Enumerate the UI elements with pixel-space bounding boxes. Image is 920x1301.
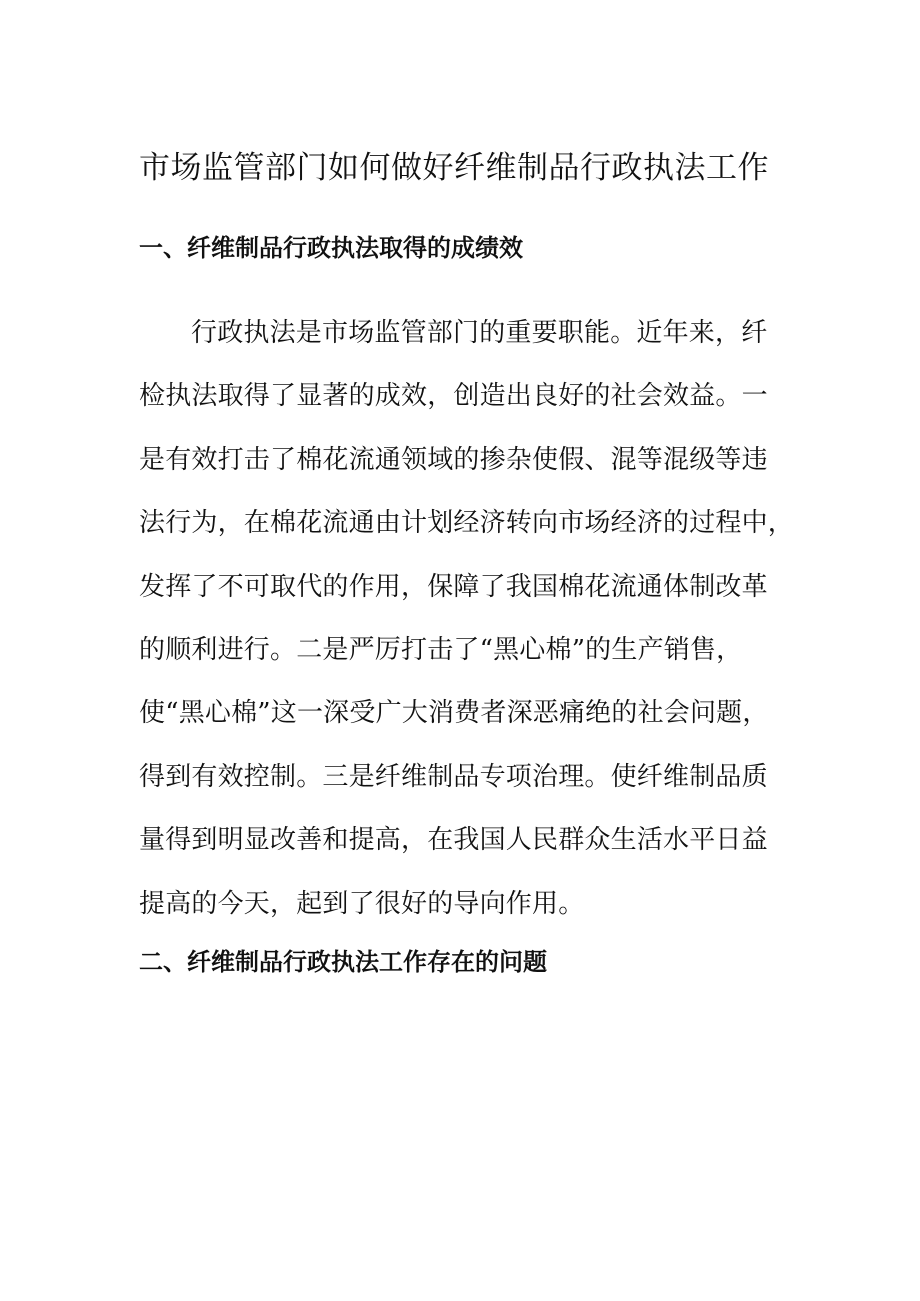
document-title: 市场监管部门如何做好纤维制品行政执法工作 [139,150,769,186]
paragraph-line: 提高的今天，起到了很好的导向作用。 [139,888,585,919]
paragraph-line: 量得到明显改善和提高，在我国人民群众生活水平日益 [139,825,768,856]
paragraph-line: 检执法取得了显著的成效，创造出良好的社会效益。一 [139,381,768,412]
section-heading-2: 二、纤维制品行政执法工作存在的问题 [139,948,547,976]
paragraph-line: 的顺利进行。二是严厉打击了“黑心棉”的生产销售， [139,634,743,665]
section-heading-1: 一、纤维制品行政执法取得的成绩效 [139,234,523,262]
paragraph-line: 法行为，在棉花流通由计划经济转向市场经济的过程中， [139,508,795,539]
paragraph-line: 行政执法是市场监管部门的重要职能。近年来，纤 [191,318,768,348]
paragraph-line: 是有效打击了棉花流通领域的掺杂使假、混等混级等违 [139,444,768,475]
paragraph-line: 得到有效控制。三是纤维制品专项治理。使纤维制品质 [139,761,768,792]
paragraph-line: 发挥了不可取代的作用，保障了我国棉花流通体制改革 [139,571,768,602]
paragraph-line: 使“黑心棉”这一深受广大消费者深恶痛绝的社会问题， [139,698,769,729]
section-1-paragraph [139,311,795,945]
